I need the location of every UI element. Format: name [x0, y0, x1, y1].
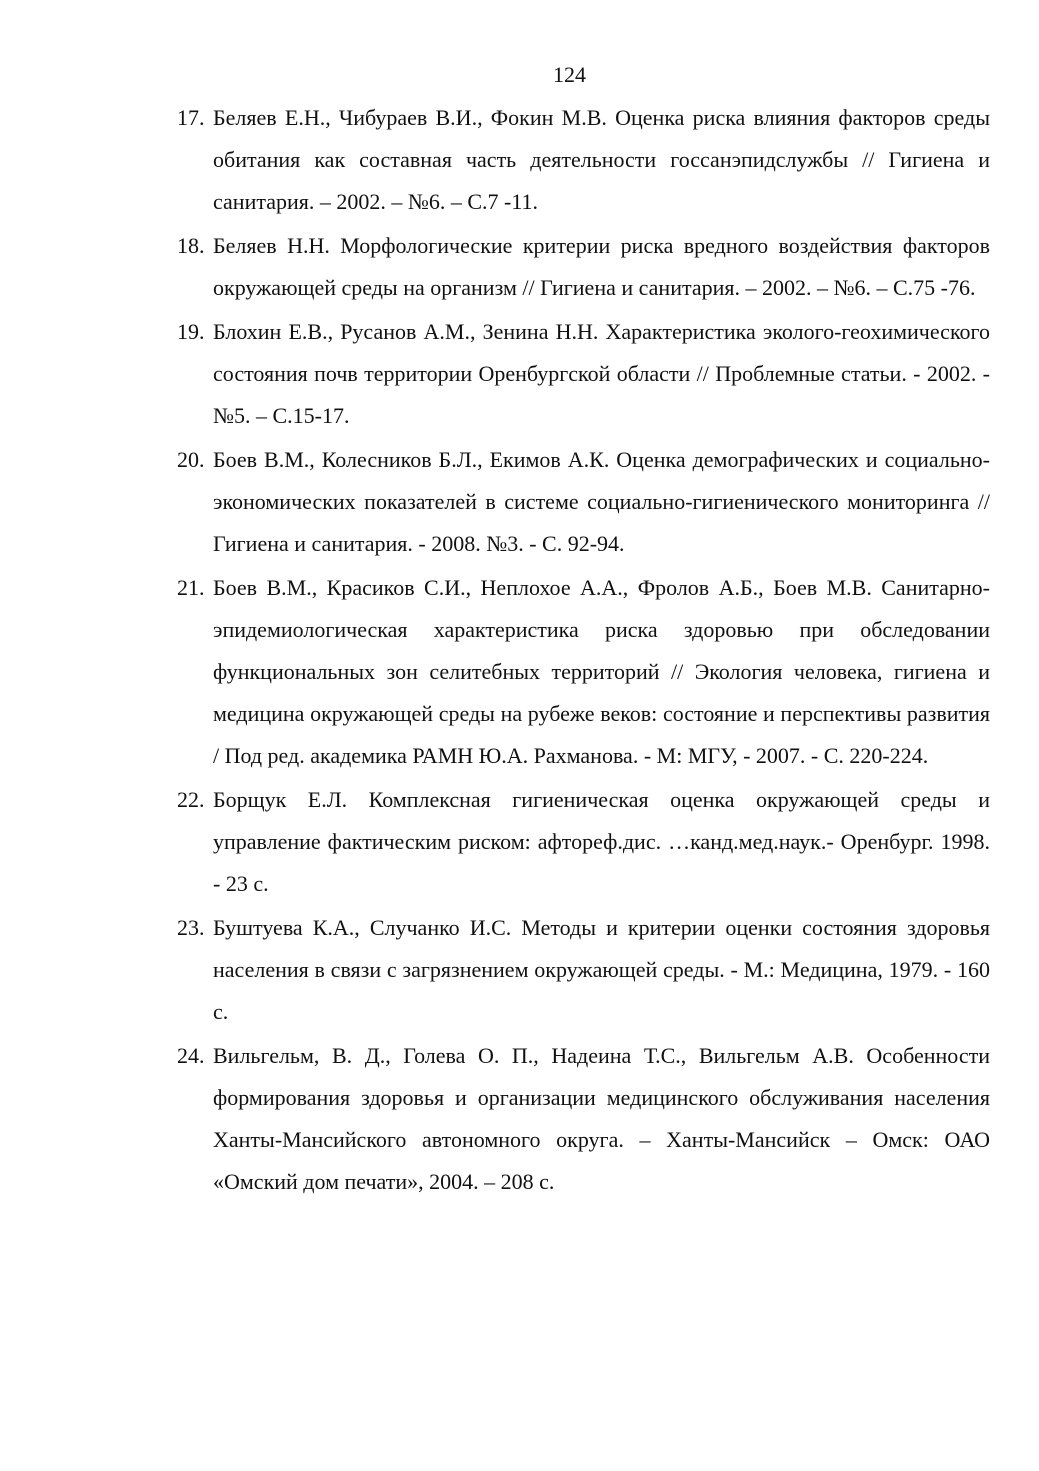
reference-text: Вильгельм, В. Д., Голева О. П., Надеина Т.С., Вильгельм А.В. Особенности формирования здоровья и организации медицинского обслуживания населения Ханты-Мансийского автономного округа. – Ханты-Мансийск – Омск: ОАО «Омский дом печати», 2004. – 208 с.	[213, 1043, 990, 1194]
reference-number: 21.	[177, 575, 205, 600]
reference-number: 18.	[177, 233, 205, 258]
reference-text: Беляев Н.Н. Морфологические критерии риска вредного воздействия факторов окружающей среды на организм // Гигиена и санитария. – 2002. – №6. – С.75 -76.	[213, 233, 990, 300]
reference-number: 19.	[177, 319, 205, 344]
reference-item	[177, 567, 990, 777]
reference-item	[177, 97, 990, 223]
page-number: 124	[553, 62, 586, 87]
reference-item	[177, 779, 990, 905]
reference-text: Боев В.М., Красиков С.И., Неплохое А.А., Фролов А.Б., Боев М.В. Санитарно-эпидемиологическая характеристика риска здоровью при обследовании функциональных зон селитебных территорий // Экология человека, гигиена и медицина окружающей среды на рубеже веков: состояние и перспективы развития / Под ред. академика РАМН Ю.А. Рахманова. - М: МГУ, - 2007. - С. 220-224.	[213, 575, 990, 768]
reference-text: Боев В.М., Колесников Б.Л., Екимов А.К. Оценка демографических и социально-экономических показателей в системе социально-гигиенического мониторинга // Гигиена и санитария. - 2008. №3. - С. 92-94.	[213, 447, 990, 556]
reference-text: Борщук Е.Л. Комплексная гигиеническая оценка окружающей среды и управление фактическим риском: афтореф.дис. …канд.мед.наук.- Оренбург. 1998. - 23 с.	[213, 787, 990, 896]
reference-list	[177, 97, 990, 1205]
reference-text: Буштуева К.А., Случанко И.С. Методы и критерии оценки состояния здоровья населения в связи с загрязнением окружающей среды. - М.: Медицина, 1979. - 160 с.	[213, 915, 990, 1024]
reference-number: 24.	[177, 1043, 205, 1068]
reference-item	[177, 311, 990, 437]
reference-item	[177, 439, 990, 565]
reference-text: Беляев Е.Н., Чибураев В.И., Фокин М.В. Оценка риска влияния факторов среды обитания как составная часть деятельности госсанэпидслужбы // Гигиена и санитария. – 2002. – №6. – С.7 -11.	[213, 105, 990, 214]
reference-item	[177, 907, 990, 1033]
reference-number: 22.	[177, 787, 205, 812]
reference-item	[177, 1035, 990, 1203]
reference-number: 23.	[177, 915, 205, 940]
reference-item	[177, 225, 990, 309]
reference-number: 17.	[177, 105, 205, 130]
reference-text: Блохин Е.В., Русанов А.М., Зенина Н.Н. Характеристика эколого-геохимического состояния почв территории Оренбургской области // Проблемные статьи. - 2002. - №5. – С.15-17.	[213, 319, 990, 428]
reference-number: 20.	[177, 447, 205, 472]
